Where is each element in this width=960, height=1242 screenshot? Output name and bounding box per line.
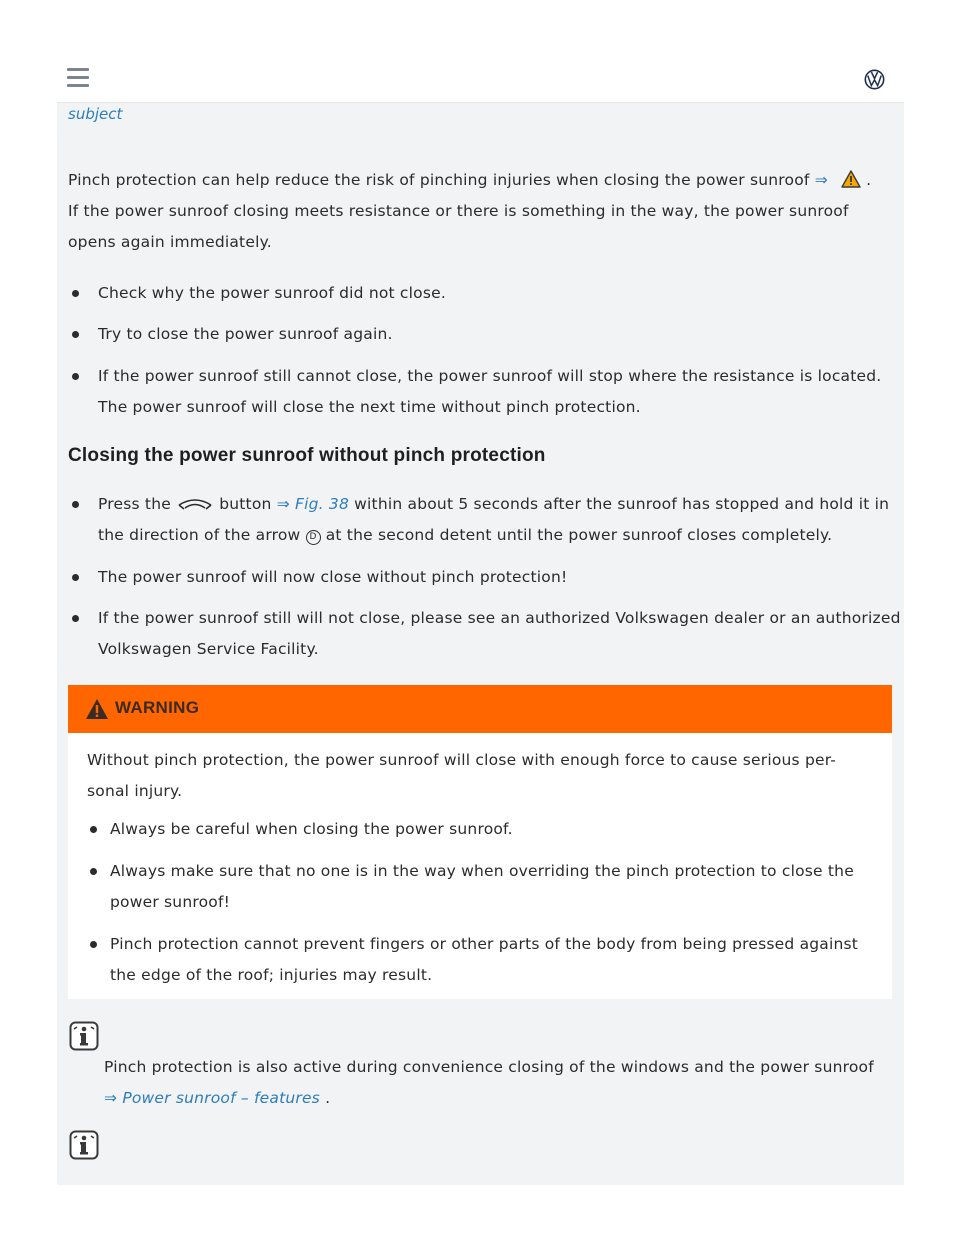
- list-item: If the power sunroof still will not close, please see an authorized Volkswagen dealer or an authorized Volkswagen Service Facility.: [72, 603, 902, 665]
- bullet-dot: [90, 826, 97, 833]
- subject-link[interactable]: subject: [68, 105, 123, 123]
- bullet-dot: [72, 501, 79, 508]
- list-item: Press the button ⇒ Fig. 38 within about 5 seconds after the sunroof has stopped and hold it in the direction of the arrow D at the second detent until the power sunroof closes completely.: [72, 489, 902, 551]
- intro-link-arrow[interactable]: ⇒: [814, 171, 828, 189]
- list-item: The power sunroof will now close without pinch protection!: [72, 562, 902, 593]
- power-sunroof-features-link[interactable]: ⇒ Power sunroof – features: [104, 1089, 320, 1107]
- intro-paragraph: [68, 165, 898, 258]
- list-item: Always be careful when closing the power sunroof.: [90, 814, 880, 845]
- bullet-dot: [72, 331, 79, 338]
- warning-body: Without pinch protection, the power sunroof will close with enough force to cause serious per-sonal injury.: [87, 751, 837, 800]
- sunroof-button-icon: [176, 496, 214, 512]
- intro-text-2: If the power sunroof closing meets resistance or there is something in the way, the power sunroof opens again immediately.: [68, 202, 849, 251]
- list-item: Check why the power sunroof did not close.: [72, 278, 902, 309]
- list-item: If the power sunroof still cannot close, the power sunroof will stop where the resistance is located. The power sunroof will close the next time without pinch protection.: [72, 361, 902, 423]
- hamburger-menu-icon[interactable]: [67, 68, 89, 88]
- list-item: Try to close the power sunroof again.: [72, 319, 902, 350]
- bullet-dot: [72, 290, 79, 297]
- warning-header: [68, 685, 892, 733]
- note-text: Pinch protection is also active during convenience closing of the windows and the power sunroof ⇒ Power sunroof – features .: [104, 1058, 874, 1107]
- circled-d-marker: D: [306, 530, 321, 545]
- top-bar: [57, 56, 904, 103]
- section-heading: Closing the power sunroof without pinch protection: [68, 445, 546, 466]
- bullet-dot: [72, 373, 79, 380]
- bullet-dot: [72, 574, 79, 581]
- warning-label: WARNING: [115, 698, 200, 717]
- vw-logo-icon[interactable]: [864, 69, 885, 90]
- bullet-dot: [72, 615, 79, 622]
- bullet-dot: [90, 941, 97, 948]
- figure-link[interactable]: ⇒ Fig. 38: [276, 495, 350, 513]
- bullet-dot: [90, 868, 97, 875]
- info-note-icon: [69, 1130, 99, 1160]
- warning-triangle-icon[interactable]: [841, 170, 861, 188]
- intro-text-end: .: [861, 171, 872, 189]
- warning-triangle-icon: [85, 698, 109, 720]
- warning-box: [68, 685, 892, 999]
- info-note-icon: [69, 1021, 99, 1051]
- list-item: Always make sure that no one is in the way when overriding the pinch protection to close the power sunroof!: [90, 856, 880, 918]
- intro-text: Pinch protection can help reduce the risk of pinching injuries when closing the power sunroof: [68, 171, 815, 189]
- list-item: Pinch protection cannot prevent fingers or other parts of the body from being pressed against the edge of the roof; injuries may result.: [90, 929, 880, 991]
- content-panel: [57, 103, 904, 1185]
